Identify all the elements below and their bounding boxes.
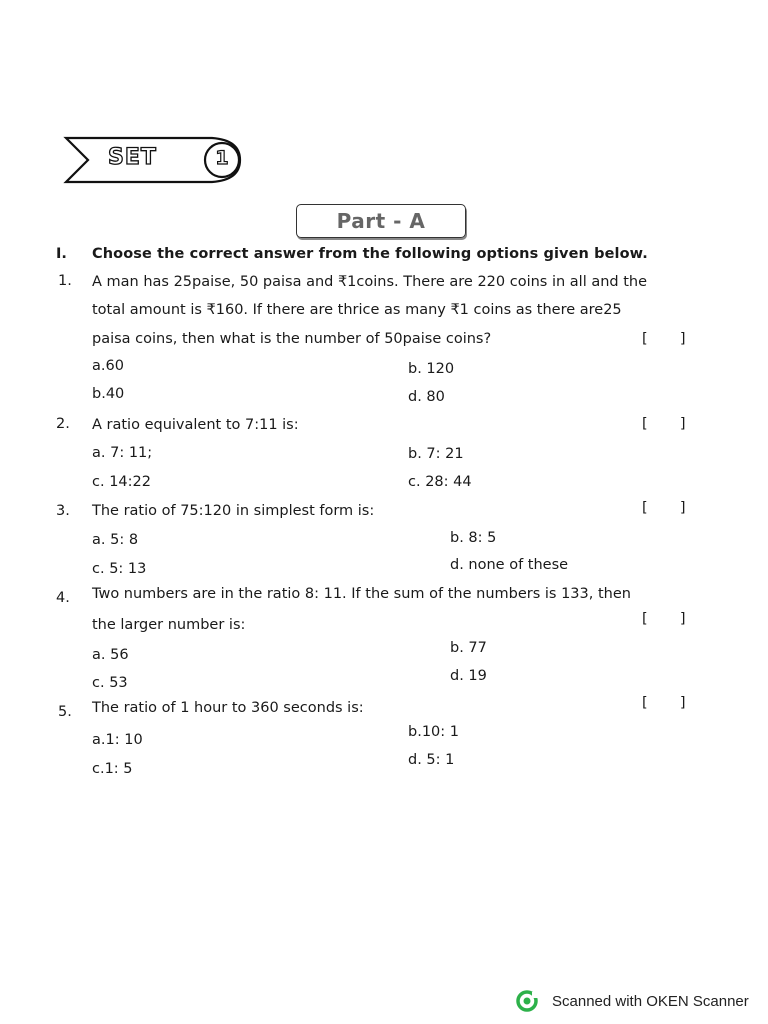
answer-bracket: [ ] — [642, 416, 686, 432]
option-b: b.10: 1 — [408, 724, 459, 740]
scanner-watermark — [516, 990, 749, 1012]
question-text: paisa coins, then what is the number of 50paise coins? — [92, 331, 492, 347]
question-text: the larger number is: — [92, 617, 246, 633]
question-text: The ratio of 1 hour to 360 seconds is: — [92, 700, 364, 716]
question-text: A man has 25paise, 50 paisa and ₹1coins. There are 220 coins in all and the — [92, 274, 648, 290]
question-text: The ratio of 75:120 in simplest form is: — [92, 503, 375, 519]
option-b: b. 77 — [450, 640, 487, 656]
option-b: b. 8: 5 — [450, 530, 497, 546]
option-a: a. 5: 8 — [92, 532, 139, 548]
option-b: b. 120 — [408, 361, 455, 377]
section-roman: I. — [56, 246, 67, 262]
option-d: d. 80 — [408, 389, 445, 405]
option-d: d. none of these — [450, 557, 569, 573]
part-heading: Part - A — [336, 209, 426, 233]
option-c: b.40 — [92, 386, 125, 402]
question-number: 5. — [58, 704, 72, 720]
question-number: 3. — [56, 503, 70, 519]
answer-bracket: [ ] — [642, 611, 686, 627]
set-label: SET — [108, 145, 157, 170]
option-d: d. 19 — [450, 668, 487, 684]
answer-bracket: [ ] — [642, 695, 686, 711]
part-heading-box — [296, 204, 466, 238]
answer-bracket: [ ] — [642, 331, 686, 347]
set-badge — [62, 132, 246, 188]
scanner-text: Scanned with OKEN Scanner — [552, 992, 749, 1010]
section-instruction: Choose the correct answer from the following options given below. — [92, 246, 648, 262]
scanner-logo-icon — [516, 990, 538, 1012]
option-d: c. 28: 44 — [408, 474, 472, 490]
answer-bracket: [ ] — [642, 500, 686, 516]
option-b: b. 7: 21 — [408, 446, 464, 462]
question-number: 1. — [58, 273, 72, 289]
option-a: a.60 — [92, 358, 124, 374]
option-c: c. 53 — [92, 675, 128, 691]
question-text: total amount is ₹160. If there are thrice as many ₹1 coins as there are25 — [92, 302, 622, 318]
option-c: c. 5: 13 — [92, 561, 147, 577]
option-a: a.1: 10 — [92, 732, 143, 748]
option-c: c.1: 5 — [92, 761, 133, 777]
option-c: c. 14:22 — [92, 474, 151, 490]
question-text: A ratio equivalent to 7:11 is: — [92, 417, 299, 433]
question-number: 2. — [56, 416, 70, 432]
set-number: 1 — [215, 147, 229, 169]
option-a: a. 7: 11; — [92, 445, 153, 461]
option-d: d. 5: 1 — [408, 752, 455, 768]
option-a: a. 56 — [92, 647, 129, 663]
question-text: Two numbers are in the ratio 8: 11. If the sum of the numbers is 133, then — [92, 586, 631, 602]
question-number: 4. — [56, 590, 70, 606]
